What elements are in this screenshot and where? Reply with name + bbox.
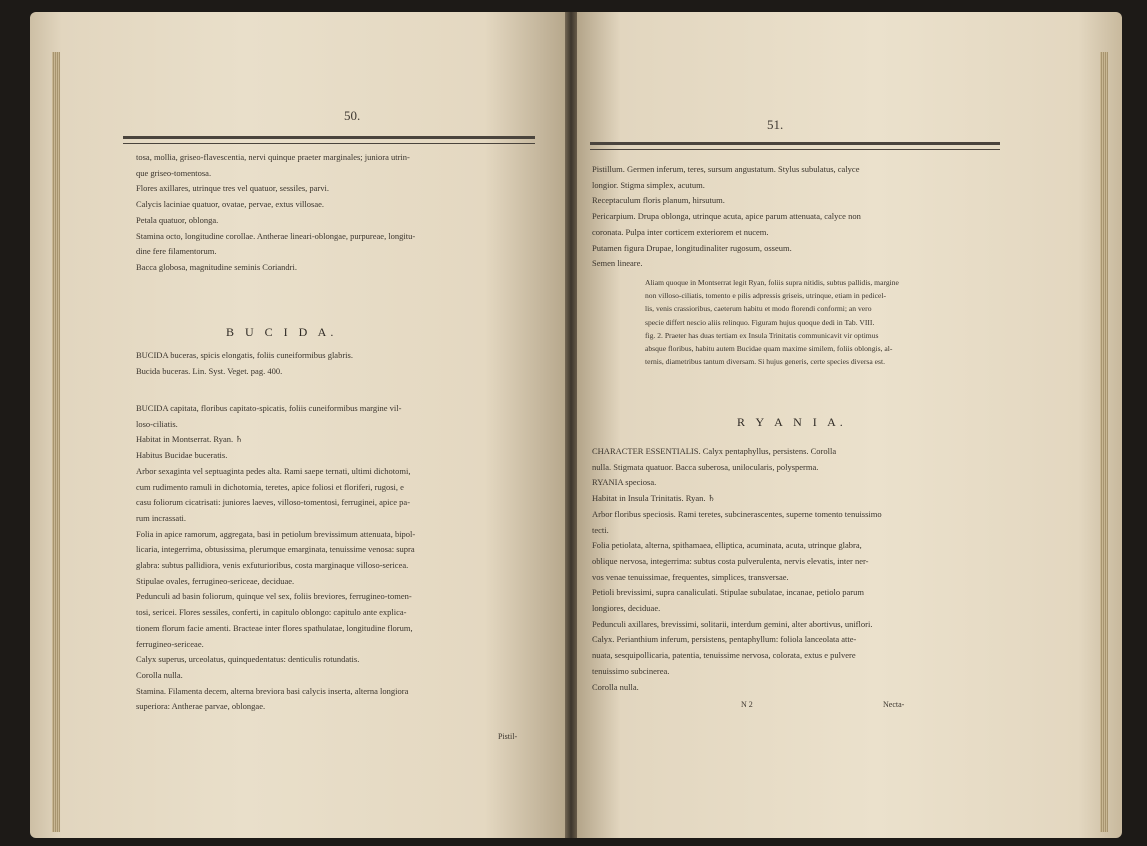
text-line: Calycis laciniae quatuor, ovatae, pervae, extus villosae. [136, 199, 325, 210]
text-line: glabra: subtus pallidiora, venis exfuturioribus, costa marginaque villoso-sericea. [136, 560, 409, 571]
text-line: BUCIDA capitata, floribus capitato-spicatis, foliis cuneiformibus margine vil- [136, 403, 402, 413]
text-line: Pedunculi ad basin foliorum, quinque vel sex, foliis breviores, ferrugineo-tomen- [136, 591, 412, 602]
text-line: nuata, sesquipollicaria, patentia, tenuissime nervosa, colorata, extus e pulvere [592, 650, 856, 661]
text-line: nulla. Stigmata quatuor. Bacca suberosa, unilocularis, polysperma. [592, 461, 819, 472]
right-page [577, 12, 1122, 838]
text-line: vos venae tenuissimae, frequentes, simplices, transversae. [592, 571, 789, 582]
text-line: Pericarpium. Drupa oblonga, utrinque acuta, apice parum attenuata, calyce non [592, 211, 861, 222]
text-line: ferrugineo-sericeae. [136, 638, 204, 649]
text-line: tecti. [592, 524, 609, 535]
text-line: Aliam quoque in Montserrat legit Ryan, foliis supra nitidis, subtus pallidis, margine [645, 278, 899, 287]
text-line: Corolla nulla. [592, 681, 639, 692]
signature-mark: N 2 [741, 700, 753, 709]
text-line: Corolla nulla. [136, 669, 183, 680]
text-line: que griseo-tomentosa. [136, 167, 212, 178]
text-line: absque floribus, habitu autem Bucidae quam maxime similem, foliis oblongis, al- [645, 344, 893, 354]
text-line: BUCIDA buceras, spicis elongatis, foliis cuneiformibus glabris. [136, 350, 353, 360]
right-page-edges [1100, 52, 1108, 832]
right-note-text [645, 276, 985, 368]
bucida-capitata-block [136, 401, 536, 715]
text-line: loso-ciliatis. [136, 418, 178, 429]
text-line: Arbor floribus speciosis. Rami teretes, subcinerascentes, superne tomento tenuissimo [592, 508, 882, 519]
right-catchword: Necta- [883, 700, 905, 709]
text-line: CHARACTER ESSENTIALIS. Calyx pentaphyllus, persistens. Corolla [592, 446, 837, 456]
text-line: Stamina. Filamenta decem, alterna breviora basi calycis inserta, alterna longiora [136, 685, 409, 696]
text-line: Arbor sexaginta vel septuaginta pedes alta. Rami saepe ternati, ultimi dichotomi, [136, 465, 411, 476]
text-line: tionem florum facie amenti. Bracteae inter flores spathulatae, longitudine florum, [136, 622, 413, 633]
text-line: dine fere filamentorum. [136, 246, 217, 257]
text-line: Habitus Bucidae buceratis. [136, 450, 228, 461]
text-line: Putamen figura Drupae, longitudinaliter rugosum, osseum. [592, 242, 792, 253]
text-line: Stamina octo, longitudine corollae. Antherae lineari-oblongae, purpureae, longitu- [136, 230, 416, 241]
right-top-text [592, 162, 1002, 272]
text-line: Habitat in Montserrat. Ryan. ♄ [136, 434, 243, 445]
left-header-rule [123, 136, 535, 144]
text-line: Petala quatuor, oblonga. [136, 214, 219, 225]
text-line: Bucida buceras. Lin. Syst. Veget. pag. 400. [136, 365, 283, 376]
ryania-block [592, 444, 1002, 695]
right-section-title: R Y A N I A. [737, 415, 847, 429]
text-line: tosa, mollia, griseo-flavescentia, nervi quinque praeter marginales; juniora utrin- [136, 152, 410, 162]
text-line: Stipulae ovales, ferrugineo-sericeae, deciduae. [136, 575, 295, 586]
right-header-rule [590, 142, 1000, 150]
text-line: tosi, sericei. Flores sessiles, conferti, in capitulo oblongo: capitulo ante explica- [136, 607, 407, 618]
text-line: ternis, diametribus tantum diversam. Si hujus generis, certe species diversa est. [645, 357, 885, 367]
text-line: Bacca globosa, magnitudine seminis Coriandri. [136, 261, 297, 272]
text-line: licaria, integerrima, obtusissima, plerumque emarginata, tenuissime venosa: supra [136, 544, 415, 555]
left-page-number: 50. [344, 108, 361, 123]
text-line: cum rudimento ramuli in dichotomia, teretes, apice foliosi et floriferi, rugosi, e [136, 481, 404, 492]
text-line: RYANIA speciosa. [592, 477, 657, 488]
text-line: rum incrassati. [136, 512, 187, 523]
text-line: Semen lineare. [592, 258, 643, 269]
left-top-text [136, 150, 536, 276]
text-line: Receptaculum floris planum, hirsutum. [592, 195, 725, 206]
text-line: fig. 2. Praeter has duas tertiam ex Insula Trinitatis communicavit vir optimus [645, 330, 879, 340]
text-line: Pedunculi axillares, brevissimi, solitarii, interdum gemini, alter abortivus, uniflori. [592, 618, 873, 629]
text-line: tenuissimo subcinerea. [592, 665, 670, 676]
right-page-number: 51. [767, 117, 784, 132]
text-line: Calyx. Perianthium inferum, persistens, pentaphyllum: foliola lanceolata atte- [592, 634, 857, 645]
text-line: Calyx superus, urceolatus, quinquedentatus: denticulis rotundatis. [136, 654, 360, 665]
text-line: superiora: Antherae parvae, oblongae. [136, 701, 266, 712]
left-page [30, 12, 565, 838]
text-line: coronata. Pulpa inter corticem exteriorem et nucem. [592, 226, 769, 237]
text-line: specie differt nescio aliis relinquo. Figuram hujus quoque dedi in Tab. VIII. [645, 317, 875, 327]
bucida-buceras-block [136, 348, 536, 379]
left-catchword: Pistil- [498, 732, 518, 741]
text-line: Flores axillares, utrinque tres vel quatuor, sessiles, parvi. [136, 183, 329, 194]
left-section-title: B U C I D A. [226, 325, 338, 339]
text-line: casu foliorum cicatrisati: juniores laeves, villoso-tomentosi, ferruginei, apice pa- [136, 497, 411, 508]
text-line: oblique nervosa, integerrima: subtus costa pulverulenta, nervis elevatis, inter ner- [592, 555, 869, 566]
text-line: Folia petiolata, alterna, spithamaea, elliptica, acuminata, acuta, utrinque glabra, [592, 540, 862, 551]
text-line: longior. Stigma simplex, acutum. [592, 179, 705, 190]
text-line: non villoso-ciliatis, tomento e pilis adpressis griseis, utrinque, etiam in pedicel- [645, 291, 887, 301]
text-line: Habitat in Insula Trinitatis. Ryan. ♄ [592, 493, 716, 504]
text-line: Folia in apice ramorum, aggregata, basi in petiolum brevissimum attenuata, bipol- [136, 528, 416, 539]
text-line: longiores, deciduae. [592, 603, 661, 614]
text-line: lis, venis crassioribus, caeterum habitu et modo florendi conformi; an vero [645, 304, 872, 314]
text-line: Pistillum. Germen inferum, teres, sursum angustatum. Stylus subulatus, calyce [592, 164, 860, 174]
text-line: Petioli brevissimi, supra canaliculati. Stipulae subulatae, incanae, petiolo parum [592, 587, 864, 598]
left-page-edges [52, 52, 60, 832]
